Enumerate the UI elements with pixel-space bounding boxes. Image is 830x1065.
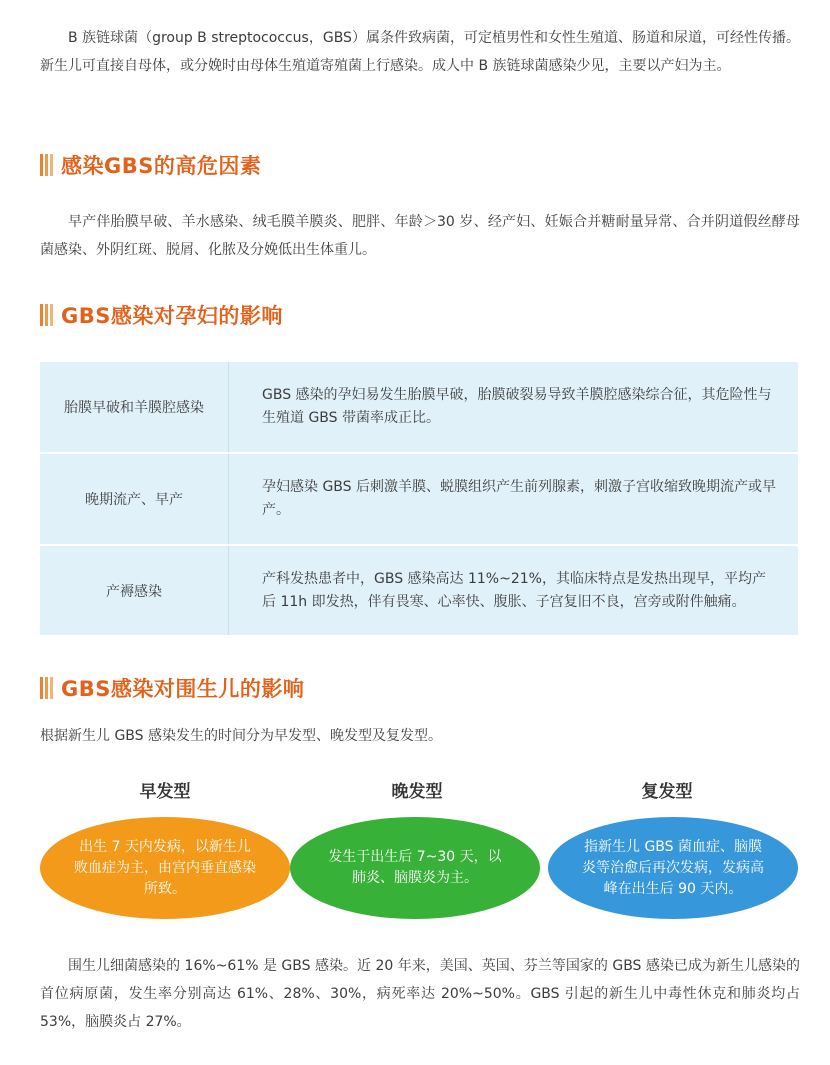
recurrent-ellipse bbox=[548, 817, 798, 919]
row-description: 孕妇感染 GBS 后刺激羊膜、蜕膜组织产生前列腺素，刺激子宫收缩致晚期流产或早产。 bbox=[262, 479, 776, 518]
early-onset-ellipse bbox=[40, 817, 290, 919]
ellipse-text: 发生于出生后 7~30 天，以肺炎、脑膜炎为主。 bbox=[328, 849, 502, 886]
table-row bbox=[40, 546, 798, 635]
section-title: 感染GBS的高危因素 bbox=[61, 154, 262, 178]
row-description: 产科发热患者中，GBS 感染高达 11%~21%，其临床特点是发热出现早，平均产后 11h 即发热，伴有畏寒、心率快、腹胀、子宫复旧不良，宫旁或附件触痛。 bbox=[262, 570, 766, 610]
section-heading-neonatal-impact bbox=[40, 673, 304, 703]
table-row bbox=[40, 362, 798, 452]
section-heading-maternal-impact bbox=[40, 300, 283, 330]
table-row bbox=[40, 454, 798, 544]
type-title-recurrent: 复发型 bbox=[641, 782, 693, 802]
heading-bar-icon bbox=[40, 677, 55, 699]
ellipse-text: 指新生儿 GBS 菌血症、脑膜炎等治愈后再次发病，发病高峰在出生后 90 天内。 bbox=[582, 838, 764, 897]
risk-factors-paragraph: 早产伴胎膜早破、羊水感染、绒毛膜羊膜炎、肥胖、年龄＞30 岁、经产妇、妊娠合并糖耐量异常、合并阴道假丝酵母菌感染、外阴红斑、脱屑、化脓及分娩低出生体重儿。 bbox=[40, 214, 800, 258]
row-label: 产褥感染 bbox=[106, 583, 162, 600]
section-heading-risk-factors bbox=[40, 150, 261, 180]
heading-bar-icon bbox=[40, 154, 55, 176]
section-title: GBS感染对孕妇的影响 bbox=[61, 304, 283, 328]
type-title-early: 早发型 bbox=[139, 782, 191, 802]
section-title: GBS感染对围生儿的影响 bbox=[61, 677, 305, 701]
intro-paragraph: B 族链球菌（group B streptococcus，GBS）属条件致病菌，可定植男性和女性生殖道、肠道和尿道，可经性传播。新生儿可直接自母体，或分娩时由母体生殖道寄殖菌上行感染。成人中 B 族链球菌感染少见，主要以产妇为主。 bbox=[40, 30, 800, 74]
ellipse-text: 出生 7 天内发病，以新生儿败血症为主，由宫内垂直感染所致。 bbox=[74, 838, 256, 897]
conclusion-paragraph: 围生儿细菌感染的 16%~61% 是 GBS 感染。近 20 年来，美国、英国、芬兰等国家的 GBS 感染已成为新生儿感染的首位病原菌，发生率分别高达 61%、28%、30%，病死率达 20%~50%。GBS 引起的新生儿中毒性休克和肺炎均占 53%，脑膜炎占 27%。 bbox=[40, 958, 800, 1030]
row-label: 晚期流产、早产 bbox=[85, 492, 183, 508]
late-onset-ellipse bbox=[290, 817, 540, 919]
row-label: 胎膜早破和羊膜腔感染 bbox=[64, 400, 204, 416]
neonatal-intro-paragraph: 根据新生儿 GBS 感染发生的时间分为早发型、晚发型及复发型。 bbox=[40, 728, 442, 744]
heading-bar-icon bbox=[40, 304, 55, 326]
row-description: GBS 感染的孕妇易发生胎膜早破，胎膜破裂易导致羊膜腔感染综合征，其危险性与生殖道 GBS 带菌率成正比。 bbox=[262, 387, 772, 426]
type-title-late: 晚发型 bbox=[391, 782, 443, 802]
maternal-impact-table bbox=[40, 362, 798, 635]
